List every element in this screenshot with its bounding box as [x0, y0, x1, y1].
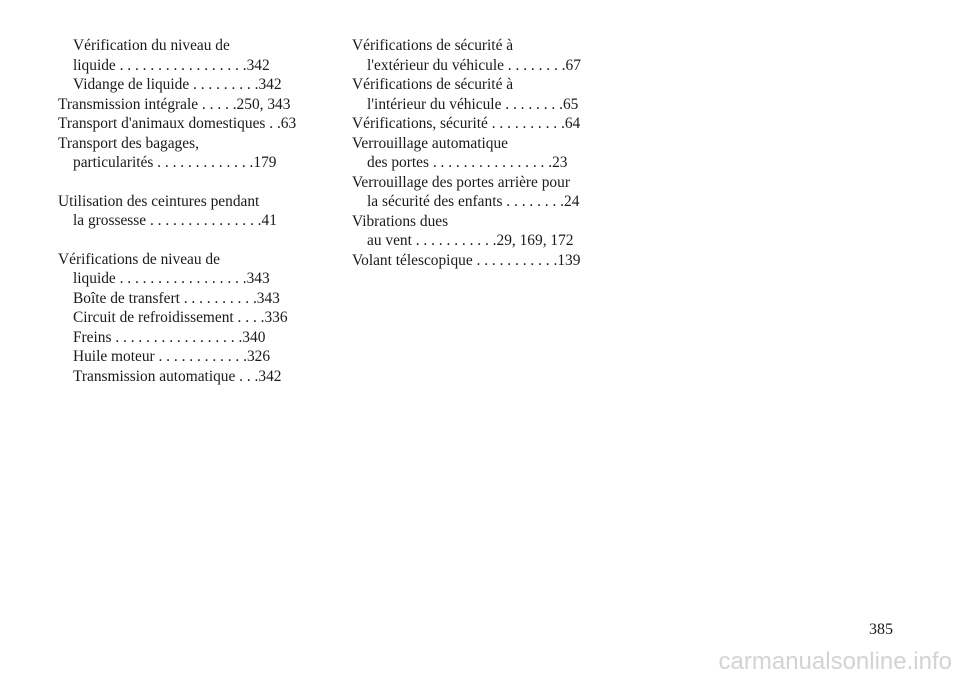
entry-gap	[58, 173, 308, 192]
index-subentry: Transmission automatique . . .342	[73, 367, 282, 385]
page-number: 385	[869, 621, 893, 638]
index-subentry: liquide . . . . . . . . . . . . . . . . .343	[73, 270, 270, 287]
index-subentry: Vérification du niveau de	[73, 37, 230, 54]
index-subentry: Huile moteur . . . . . . . . . . . .326	[73, 348, 271, 365]
index-entry: Transmission intégrale . . . . .250, 343	[58, 95, 291, 113]
index-subentry: la grossesse . . . . . . . . . . . . . . .41	[73, 212, 277, 229]
index-entry: Vibrations dues	[352, 212, 449, 230]
index-subentry: Freins . . . . . . . . . . . . . . . . .340	[73, 328, 266, 346]
index-column-left	[58, 36, 308, 386]
index-entry: Vérifications de sécurité à	[352, 76, 514, 93]
index-entry: Vérifications de sécurité à	[352, 37, 514, 54]
index-entry: Vérifications, sécurité . . . . . . . . . .64	[352, 115, 581, 132]
index-subentry: Boîte de transfert . . . . . . . . . .343	[73, 289, 280, 307]
index-subentry: Circuit de refroidissement . . . .336	[73, 309, 288, 326]
index-entry: Verrouillage des portes arrière pour	[352, 173, 570, 191]
index-subentry: au vent . . . . . . . . . . .29, 169, 172	[367, 232, 574, 249]
index-entry: Vérifications de niveau de	[58, 250, 220, 268]
index-entry: Verrouillage automatique	[352, 134, 508, 152]
index-subentry: particularités . . . . . . . . . . . . .179	[73, 154, 277, 171]
index-subentry: des portes . . . . . . . . . . . . . . . .23	[367, 154, 568, 171]
index-subentry: l'extérieur du véhicule . . . . . . . .67	[367, 56, 581, 74]
index-entry: Transport des bagages,	[58, 134, 199, 152]
entry-gap	[58, 231, 308, 250]
index-subentry: Vidange de liquide . . . . . . . . .342	[73, 76, 282, 93]
index-entry: Transport d'animaux domestiques . .63	[58, 115, 297, 132]
index-subentry: la sécurité des enfants . . . . . . . .24	[367, 193, 580, 210]
index-entry: Volant télescopique . . . . . . . . . . .139	[352, 251, 581, 269]
index-subentry: liquide . . . . . . . . . . . . . . . . .342	[73, 56, 270, 74]
index-entry: Utilisation des ceintures pendant	[58, 192, 260, 210]
index-subentry: l'intérieur du véhicule . . . . . . . .65	[367, 95, 579, 113]
index-column-right	[352, 36, 602, 270]
watermark-text[interactable]: carmanualsonline.info	[718, 648, 952, 675]
